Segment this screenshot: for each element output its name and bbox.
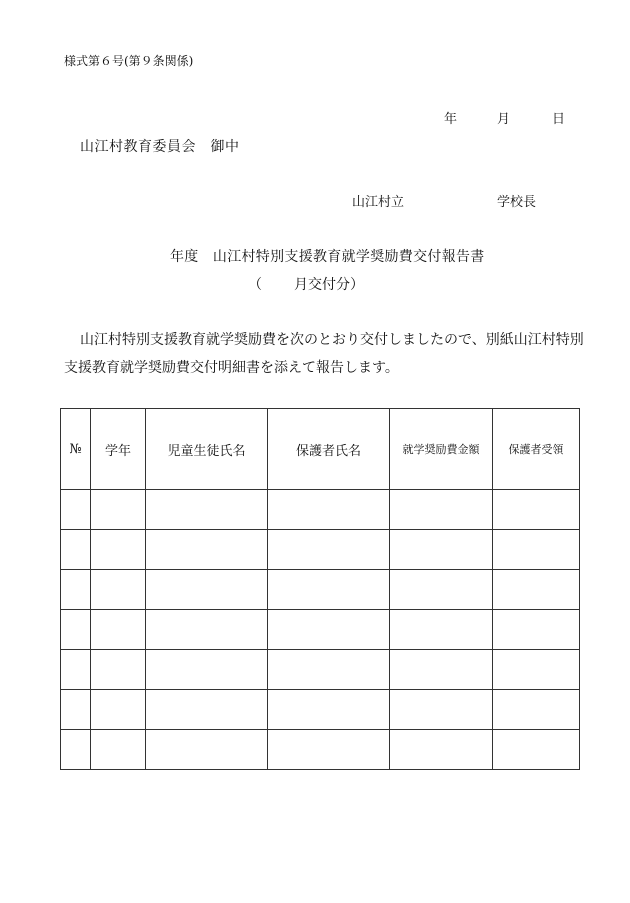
table-cell[interactable] — [493, 650, 580, 690]
table-cell[interactable] — [61, 610, 91, 650]
table-cell[interactable] — [146, 610, 268, 650]
table-row — [61, 610, 580, 650]
column-header-number: № — [61, 409, 91, 490]
table-cell[interactable] — [91, 690, 146, 730]
document-subtitle-open: （ — [248, 277, 262, 293]
table-body — [61, 490, 580, 770]
table-cell[interactable] — [268, 490, 390, 530]
body-text-line-1: 山江村特別支援教育就学奨励費を次のとおり交付しましたので、別紙山江村特別 — [80, 332, 584, 348]
table-row — [61, 730, 580, 770]
table-cell[interactable] — [390, 650, 493, 690]
table-cell[interactable] — [493, 570, 580, 610]
table-cell[interactable] — [268, 690, 390, 730]
table-cell[interactable] — [390, 530, 493, 570]
table-cell[interactable] — [390, 570, 493, 610]
date-year-label: 年 — [444, 112, 458, 127]
table-cell[interactable] — [493, 730, 580, 770]
table-cell[interactable] — [146, 490, 268, 530]
column-header-amount: 就学奨励費金額 — [390, 409, 493, 490]
table-row — [61, 690, 580, 730]
table-row — [61, 570, 580, 610]
table-cell[interactable] — [146, 730, 268, 770]
table-cell[interactable] — [390, 730, 493, 770]
table-cell[interactable] — [493, 490, 580, 530]
table-cell[interactable] — [493, 690, 580, 730]
table-cell[interactable] — [61, 490, 91, 530]
table-cell[interactable] — [268, 650, 390, 690]
table-cell[interactable] — [61, 730, 91, 770]
column-header-guardian-name: 保護者氏名 — [268, 409, 390, 490]
table-cell[interactable] — [390, 690, 493, 730]
table-cell[interactable] — [146, 690, 268, 730]
table-cell[interactable] — [91, 730, 146, 770]
form-number: 様式第６号(第９条関係) — [64, 54, 194, 68]
table-cell[interactable] — [61, 570, 91, 610]
sender-school: 山江村立 — [352, 195, 405, 210]
column-header-grade: 学年 — [91, 409, 146, 490]
table-row — [61, 650, 580, 690]
table-cell[interactable] — [493, 610, 580, 650]
column-header-guardian-receipt: 保護者受領 — [493, 409, 580, 490]
table-cell[interactable] — [146, 650, 268, 690]
body-text-line-2: 支援教育就学奨励費交付明細書を添えて報告します。 — [64, 360, 399, 376]
date-day-label: 日 — [552, 112, 566, 127]
table-header-row — [61, 409, 580, 490]
table-cell[interactable] — [268, 610, 390, 650]
table-cell[interactable] — [61, 690, 91, 730]
table-cell[interactable] — [91, 610, 146, 650]
table-cell[interactable] — [268, 570, 390, 610]
table-cell[interactable] — [91, 650, 146, 690]
table-row — [61, 490, 580, 530]
document-title: 年度 山江村特別支援教育就学奨励費交付報告書 — [170, 249, 485, 265]
document-subtitle: 月交付分） — [294, 277, 364, 293]
table-row — [61, 530, 580, 570]
table-cell[interactable] — [390, 490, 493, 530]
date-month-label: 月 — [497, 112, 511, 127]
report-table — [60, 408, 580, 770]
table-cell[interactable] — [61, 530, 91, 570]
table-cell[interactable] — [91, 490, 146, 530]
table-cell[interactable] — [61, 650, 91, 690]
table-cell[interactable] — [390, 610, 493, 650]
sender-title: 学校長 — [497, 195, 537, 210]
column-header-student-name: 児童生徒氏名 — [146, 409, 268, 490]
table-cell[interactable] — [146, 530, 268, 570]
table-cell[interactable] — [91, 570, 146, 610]
table-cell[interactable] — [91, 530, 146, 570]
table-cell[interactable] — [268, 530, 390, 570]
table-cell[interactable] — [493, 530, 580, 570]
table-cell[interactable] — [268, 730, 390, 770]
table-cell[interactable] — [146, 570, 268, 610]
addressee: 山江村教育委員会 御中 — [80, 139, 240, 155]
